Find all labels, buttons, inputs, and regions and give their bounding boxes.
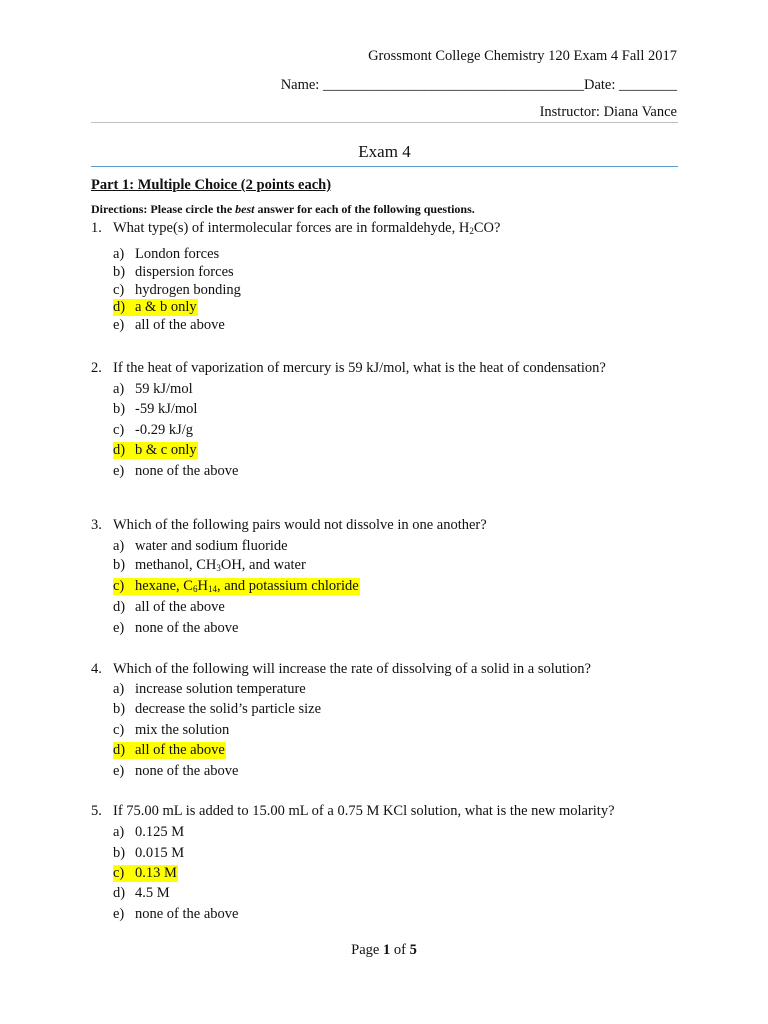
option[interactable] (113, 463, 238, 480)
option-highlighted[interactable] (113, 742, 226, 759)
option[interactable] (113, 845, 184, 862)
option-text: water and sodium fluoride (135, 538, 288, 554)
stem-text: What type(s) of intermolecular forces are in formaldehyde, H (113, 220, 470, 236)
option-text: 59 kJ/mol (135, 381, 193, 397)
header-divider (91, 122, 678, 123)
name-blank: ____________________________________ (322, 77, 584, 93)
option[interactable] (113, 557, 306, 574)
question-number: 5. (91, 803, 102, 819)
option[interactable] (113, 681, 306, 698)
option[interactable] (113, 282, 241, 299)
option-text: all of the above (135, 317, 225, 333)
option-text: hexane, C (135, 578, 193, 594)
option[interactable] (113, 722, 229, 739)
question-stem: If 75.00 mL is added to 15.00 mL of a 0.75 M KCl solution, what is the new molarity? (113, 803, 615, 819)
option-letter: a) (113, 246, 125, 262)
option-text: none of the above (135, 463, 239, 479)
option-letter: b) (113, 845, 126, 861)
option-text: b & c only (135, 442, 197, 458)
page-number: 1 (382, 942, 391, 958)
option[interactable] (113, 246, 219, 263)
directions-text: Directions: Please circle the (91, 202, 236, 216)
option[interactable] (113, 885, 170, 902)
option[interactable] (113, 701, 321, 718)
option-subscript: 6 (192, 584, 198, 594)
option[interactable] (113, 763, 238, 780)
option-letter: a) (113, 381, 125, 397)
name-label: Name: (280, 77, 320, 93)
option-text: increase solution temperature (135, 681, 306, 697)
option-letter: e) (113, 906, 125, 922)
answer-highlight (113, 742, 226, 759)
option-letter: d) (113, 742, 126, 758)
option-letter: d) (113, 885, 126, 901)
option-letter: e) (113, 317, 125, 333)
option-letter: d) (113, 442, 126, 458)
option[interactable] (113, 538, 288, 555)
question-number: 4. (91, 661, 102, 677)
date-blank: ________ (619, 77, 677, 93)
answer-highlight (113, 299, 198, 316)
question-stem (113, 220, 500, 237)
option-letter: e) (113, 463, 125, 479)
option-letter: d) (113, 599, 126, 615)
option-text-end: OH, and water (220, 557, 306, 573)
stem-text-end: CO? (473, 220, 501, 236)
question-number: 2. (91, 360, 102, 376)
option-letter: c) (113, 282, 125, 298)
option-text: 0.125 M (135, 824, 185, 840)
directions (91, 202, 475, 217)
option-letter: b) (113, 701, 126, 717)
option-text: none of the above (135, 763, 239, 779)
option-text: -59 kJ/mol (135, 401, 198, 417)
date-label: Date: (583, 77, 616, 93)
answer-highlight (113, 442, 198, 459)
option[interactable] (113, 264, 234, 281)
option[interactable] (113, 620, 238, 637)
option-text: all of the above (135, 599, 225, 615)
option-text: a & b only (135, 299, 197, 315)
option[interactable] (113, 824, 184, 841)
option-text: hydrogen bonding (135, 282, 241, 298)
option[interactable] (113, 906, 238, 923)
option-letter: c) (113, 722, 125, 738)
option[interactable] (113, 317, 225, 334)
option-letter: a) (113, 681, 125, 697)
option-letter: c) (113, 422, 125, 438)
course-header: Grossmont College Chemistry 120 Exam 4 Fall 2017 (368, 48, 677, 64)
question-stem: If the heat of vaporization of mercury is 59 kJ/mol, what is the heat of condensation? (113, 360, 606, 376)
page-footer (0, 942, 768, 959)
option-text: none of the above (135, 906, 239, 922)
option[interactable] (113, 381, 193, 398)
option-subscript: 3 (216, 563, 221, 573)
answer-highlight (113, 865, 178, 882)
option-text-end: , and potassium chloride (216, 578, 359, 594)
option-letter: c) (113, 578, 125, 594)
page-total: 5 (409, 942, 417, 958)
option-letter: b) (113, 264, 126, 280)
question-number: 3. (91, 517, 102, 533)
stem-subscript: 2 (469, 226, 474, 236)
option-text: 4.5 M (135, 885, 170, 901)
option[interactable] (113, 401, 197, 418)
question-stem: Which of the following pairs would not dissolve in one another? (113, 517, 487, 533)
option-letter: d) (113, 299, 126, 315)
option-highlighted[interactable] (113, 442, 198, 459)
option-highlighted[interactable] (113, 578, 360, 595)
option-letter: e) (113, 763, 125, 779)
question-stem: Which of the following will increase the rate of dissolving of a solid in a solution? (113, 661, 591, 677)
option-letter: e) (113, 620, 125, 636)
option-letter: a) (113, 538, 125, 554)
option-text: 0.13 M (135, 865, 177, 881)
option-subscript: 14 (207, 584, 217, 594)
option-text: decrease the solid’s particle size (135, 701, 322, 717)
of-word: of (393, 942, 406, 958)
question-number: 1. (91, 220, 102, 236)
option-text-mid: H (197, 578, 208, 594)
title-divider (91, 166, 678, 167)
option-text: -0.29 kJ/g (135, 422, 193, 438)
option-letter: c) (113, 865, 125, 881)
directions-text-end: answer for each of the following questions. (254, 202, 475, 216)
name-date-line (281, 77, 677, 94)
option-text: dispersion forces (135, 264, 234, 280)
option-text: methanol, CH (135, 557, 217, 573)
option-text: none of the above (135, 620, 239, 636)
option[interactable] (113, 599, 225, 616)
option-letter: b) (113, 401, 126, 417)
option-letter: a) (113, 824, 125, 840)
directions-emphasis: best (235, 202, 255, 216)
page-word: Page (351, 942, 380, 958)
option-text: 0.015 M (135, 845, 185, 861)
option-text: all of the above (135, 742, 225, 758)
option-text: mix the solution (135, 722, 230, 738)
exam-title: Exam 4 (358, 142, 411, 161)
option-highlighted[interactable] (113, 865, 178, 882)
option-letter: b) (113, 557, 126, 573)
part-heading: Part 1: Multiple Choice (2 points each) (91, 177, 332, 193)
option-text: London forces (135, 246, 220, 262)
option[interactable] (113, 422, 193, 439)
option-highlighted[interactable] (113, 299, 198, 316)
instructor-line: Instructor: Diana Vance (539, 104, 677, 120)
answer-highlight (113, 578, 360, 595)
